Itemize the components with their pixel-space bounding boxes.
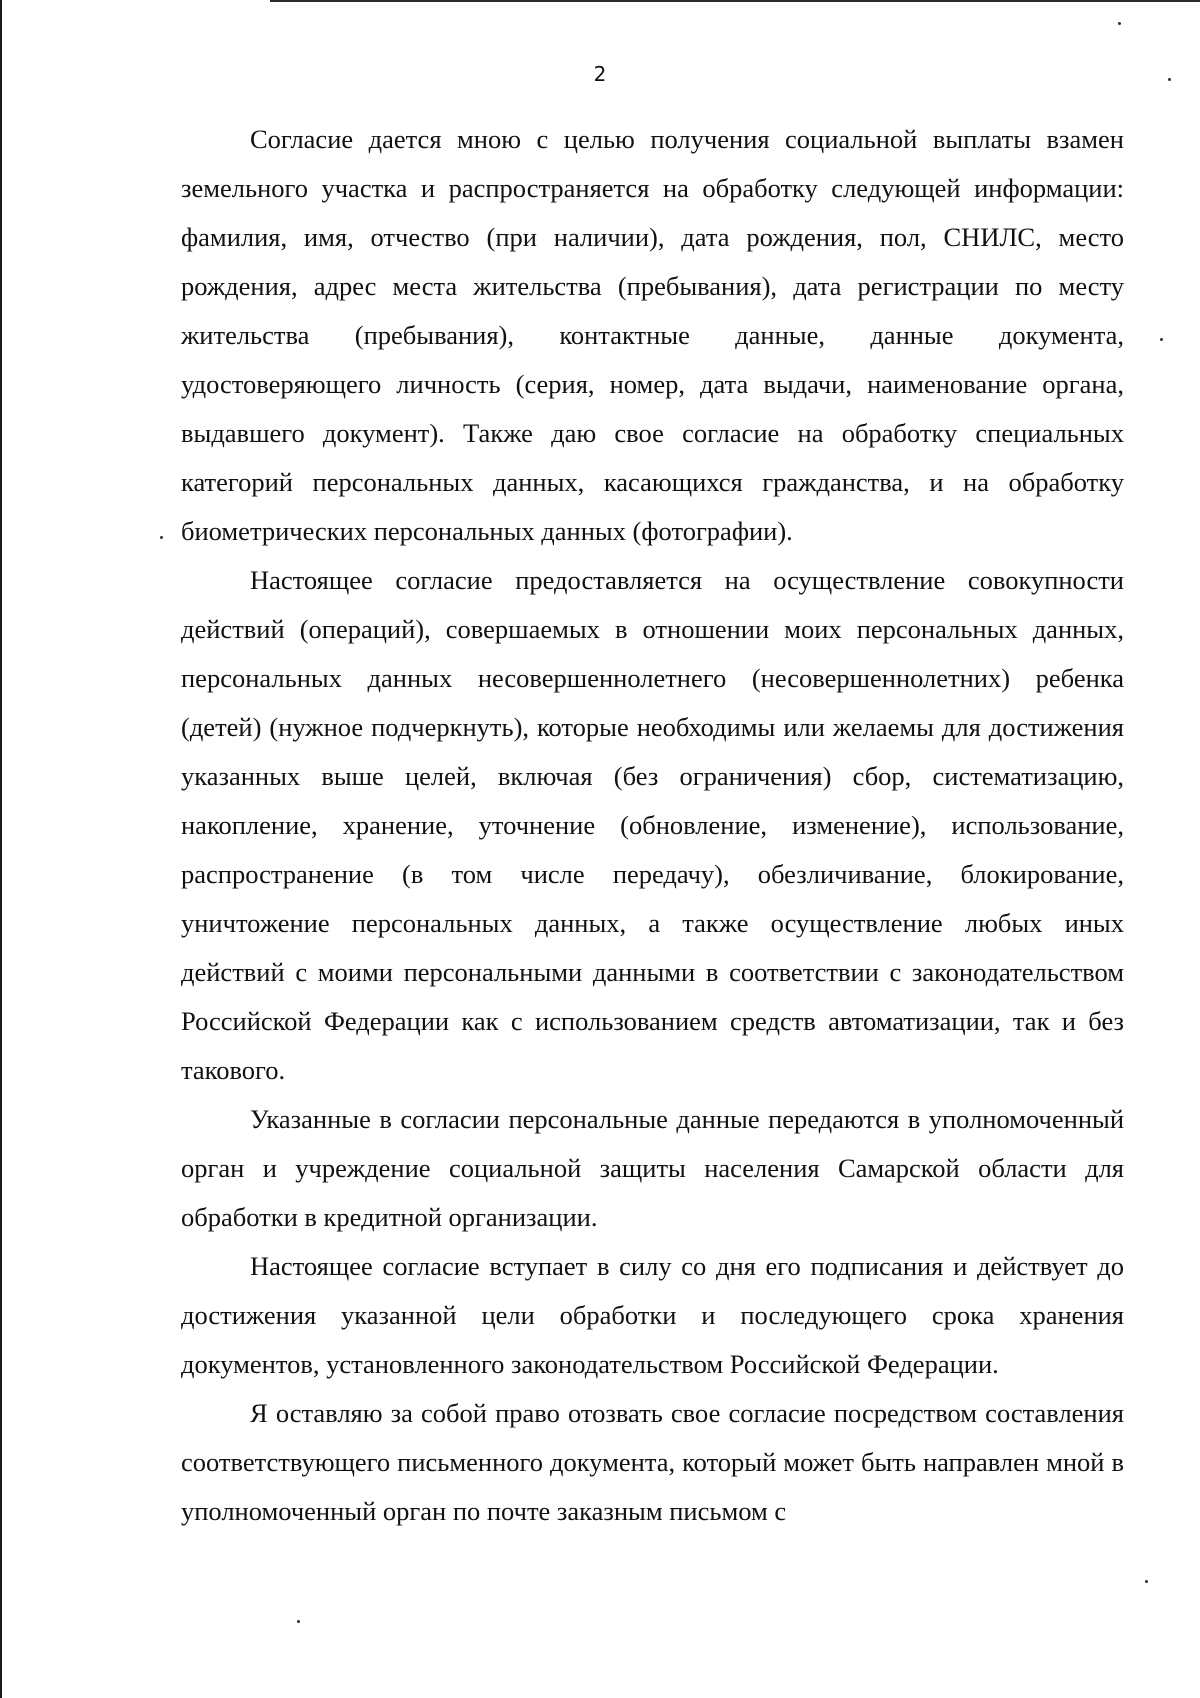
scan-speck: [1160, 338, 1163, 341]
scan-speck: [160, 536, 163, 539]
paragraph-consent-scope: Настоящее согласие предоставляется на осуществление совокупности действий (операций), совершаемых в отношении моих персональных данных, персональных данных несовершеннолетнего (несовершеннолетних) ребенка (детей) (нужное подчеркнуть), которые необходимы или желаемы для достижения указанных выше целей, включая (без ограничения) сбор, систематизацию, накопление, хранение, уточнение (обновление, изменение), использование, распространение (в том числе передачу), обезличивание, блокирование, уничтожение персональных данных, а также осуществление любых иных действий с моими персональными данными в соответствии с законодательством Российской Федерации как с использованием средств автоматизации, так и без такового.: [181, 565, 1124, 1085]
scan-left-edge: [0, 0, 2, 1698]
scan-speck: [1168, 78, 1171, 81]
document-body: [181, 115, 1124, 1536]
scan-speck: [297, 1620, 300, 1623]
scan-speck: [1145, 1580, 1148, 1583]
page-number: 2: [593, 62, 607, 86]
paragraph-validity: Настоящее согласие вступает в силу со дня его подписания и действует до достижения указанной цели обработки и последующего срока хранения документов, установленного законодательством Российской Федерации.: [181, 1251, 1124, 1379]
paragraph-data-transfer: Указанные в согласии персональные данные передаются в уполномоченный орган и учреждение социальной защиты населения Самарской области для обработки в кредитной организации.: [181, 1104, 1124, 1232]
paragraph-revocation: Я оставляю за собой право отозвать свое согласие посредством составления соответствующего письменного документа, который может быть направлен мной в уполномоченный орган по почте заказным письмом с: [181, 1398, 1124, 1526]
scan-speck: [1118, 22, 1121, 25]
paragraph-consent-purpose: Согласие дается мною с целью получения социальной выплаты взамен земельного участка и распространяется на обработку следующей информации: фамилия, имя, отчество (при наличии), дата рождения, пол, СНИЛС, место рождения, адрес места жительства (пребывания), дата регистрации по месту жительства (пребывания), контактные данные, данные документа, удостоверяющего личность (серия, номер, дата выдачи, наименование органа, выдавшего документ). Также даю свое согласие на обработку специальных категорий персональных данных, касающихся гражданства, и на обработку биометрических персональных данных (фотографии).: [181, 124, 1124, 546]
scan-top-edge: [270, 0, 1200, 2]
